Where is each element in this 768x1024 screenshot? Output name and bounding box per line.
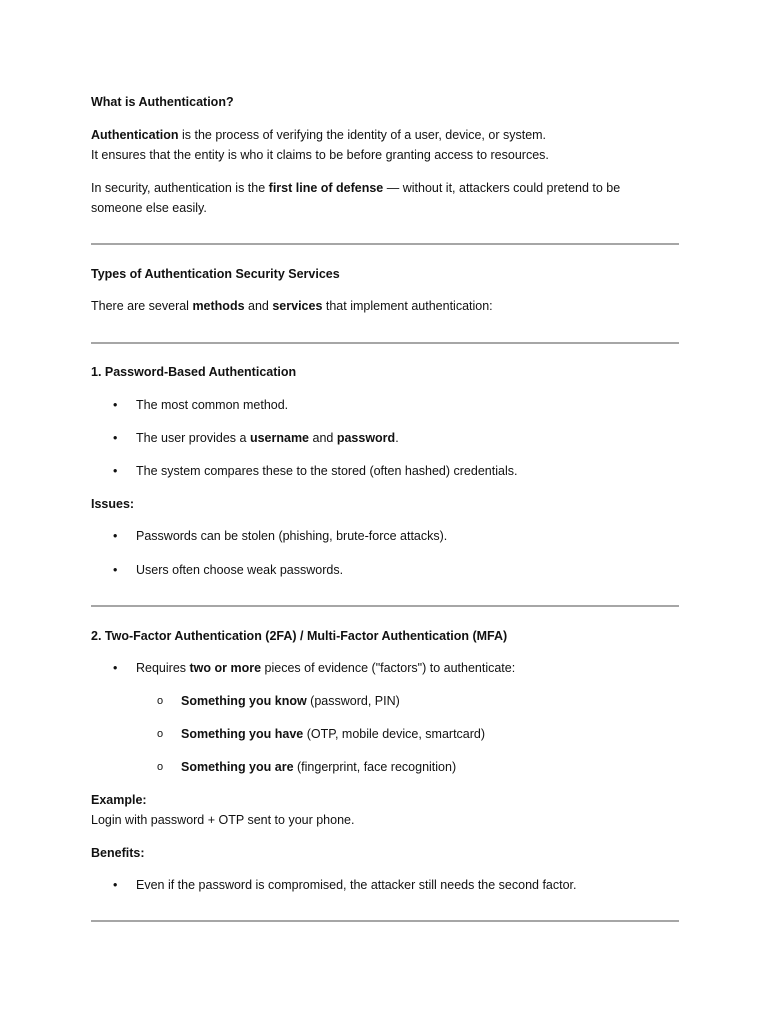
bold-term: services bbox=[272, 299, 323, 313]
paragraph-first-line-of-defense bbox=[91, 178, 681, 218]
text: and bbox=[244, 299, 273, 313]
text: (password, PIN) bbox=[306, 694, 400, 708]
text: Requires bbox=[136, 661, 190, 675]
label-benefits: Benefits: bbox=[91, 846, 145, 860]
sub-bullet-marker: o bbox=[157, 695, 164, 707]
bullet-marker: • bbox=[113, 661, 118, 675]
bold-term: methods bbox=[192, 299, 245, 313]
text: and bbox=[309, 431, 337, 445]
heading-two-factor-authentication: 2. Two-Factor Authentication (2FA) / Multi-Factor Authentication (MFA) bbox=[91, 629, 508, 643]
sub-list-item bbox=[181, 724, 485, 744]
horizontal-rule bbox=[91, 920, 679, 922]
horizontal-rule bbox=[91, 605, 679, 607]
paragraph-methods-and-services bbox=[91, 296, 681, 316]
text: that implement authentication: bbox=[322, 299, 493, 313]
paragraph-definition bbox=[91, 125, 681, 165]
bold-term: username bbox=[249, 431, 310, 445]
list-item: The system compares these to the stored (often hashed) credentials. bbox=[136, 464, 518, 478]
list-item: Even if the password is compromised, the attacker still needs the second factor. bbox=[136, 878, 577, 892]
text: someone else easily. bbox=[91, 201, 207, 215]
text: There are several bbox=[91, 299, 193, 313]
text: pieces of evidence ("factors") to authenticate: bbox=[261, 661, 516, 675]
text: — without it, attackers could pretend to be bbox=[383, 181, 621, 195]
horizontal-rule bbox=[91, 342, 679, 344]
list-item bbox=[136, 428, 399, 448]
sub-bullet-marker: o bbox=[157, 761, 164, 773]
bullet-marker: • bbox=[113, 464, 118, 478]
bullet-marker: • bbox=[113, 431, 118, 445]
label-issues: Issues: bbox=[91, 497, 135, 511]
bold-term: Something you know bbox=[181, 694, 307, 708]
text: (OTP, mobile device, smartcard) bbox=[303, 727, 486, 741]
bold-term: two or more bbox=[189, 661, 262, 675]
sub-bullet-marker: o bbox=[157, 728, 164, 740]
text: . bbox=[395, 431, 399, 445]
heading-password-based-authentication: 1. Password-Based Authentication bbox=[91, 365, 297, 379]
bullet-marker: • bbox=[113, 529, 118, 543]
bullet-marker: • bbox=[113, 563, 118, 577]
bullet-marker: • bbox=[113, 398, 118, 412]
bold-term: password bbox=[336, 431, 396, 445]
heading-what-is-authentication: What is Authentication? bbox=[91, 95, 234, 109]
horizontal-rule bbox=[91, 243, 679, 245]
bold-term: Authentication bbox=[91, 128, 179, 142]
list-item: The most common method. bbox=[136, 398, 289, 412]
list-item: Users often choose weak passwords. bbox=[136, 563, 344, 577]
list-item bbox=[136, 658, 515, 678]
bold-term: Something you have bbox=[181, 727, 304, 741]
text: The user provides a bbox=[136, 431, 250, 445]
sub-list-item bbox=[181, 691, 400, 711]
sub-list-item bbox=[181, 757, 456, 777]
bullet-marker: • bbox=[113, 878, 118, 892]
label-example: Example: bbox=[91, 793, 147, 807]
list-item: Passwords can be stolen (phishing, brute-force attacks). bbox=[136, 529, 448, 543]
text: It ensures that the entity is who it claims to be before granting access to resources. bbox=[91, 148, 549, 162]
bold-term: Something you are bbox=[181, 760, 294, 774]
example-text: Login with password + OTP sent to your phone. bbox=[91, 813, 355, 827]
text: In security, authentication is the bbox=[91, 181, 269, 195]
text: (fingerprint, face recognition) bbox=[293, 760, 457, 774]
text: is the process of verifying the identity of a user, device, or system. bbox=[178, 128, 547, 142]
heading-types-of-authentication: Types of Authentication Security Services bbox=[91, 267, 340, 281]
bold-term: first line of defense bbox=[268, 181, 384, 195]
